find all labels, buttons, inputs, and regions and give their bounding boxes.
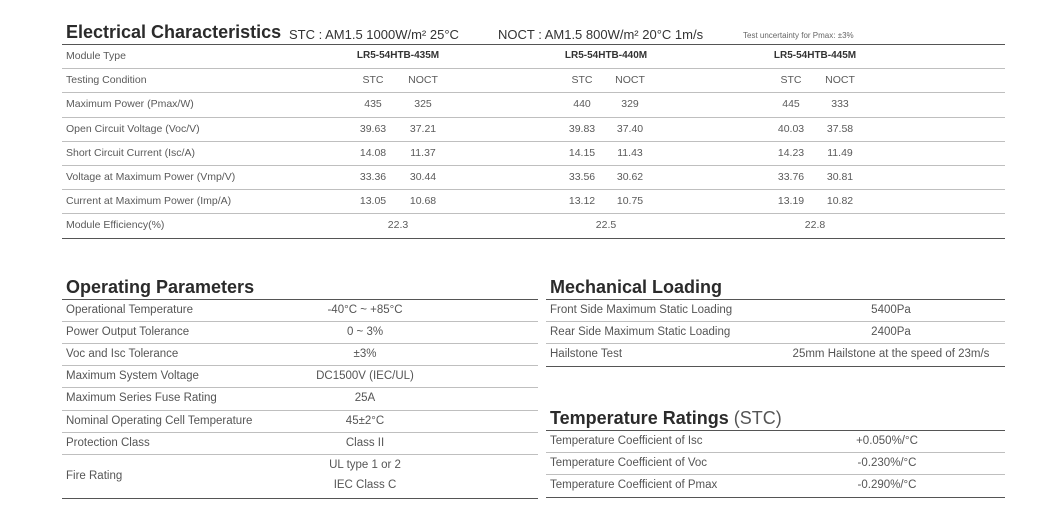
row-divider [62, 365, 538, 366]
table-cell: 10.75 [616, 195, 644, 208]
row-label: Rear Side Maximum Static Loading [550, 326, 731, 339]
row-divider [62, 343, 538, 344]
row-label: Protection Class [66, 436, 150, 449]
table-cell: 10.82 [826, 195, 854, 208]
row-divider [546, 497, 1005, 498]
row-label: Nominal Operating Cell Temperature [66, 414, 253, 427]
row-value: 2400Pa [871, 326, 911, 339]
table-cell: 14.23 [777, 146, 805, 159]
table-cell: NOCT [825, 74, 855, 87]
row-divider [546, 343, 1005, 344]
electrical-characteristics-title: Electrical Characteristics [66, 22, 282, 42]
table-cell: 435 [364, 98, 382, 111]
test-uncertainty-note: Test uncertainty for Pmax: ±3% [743, 31, 854, 40]
row-label: Fire Rating [66, 469, 123, 482]
row-label: Voc and Isc Tolerance [66, 348, 179, 361]
table-cell: 13.12 [568, 195, 596, 208]
row-divider [62, 410, 538, 411]
table-cell: 40.03 [777, 122, 805, 135]
row-divider [62, 117, 1005, 118]
row-divider [62, 321, 538, 322]
row-label: Temperature Coefficient of Voc [550, 457, 708, 470]
row-divider [62, 238, 1005, 239]
operating-parameters-title: Operating Parameters [66, 277, 255, 297]
table-cell: 39.83 [568, 122, 596, 135]
row-divider [62, 454, 538, 455]
table-top-rule [546, 299, 1005, 300]
row-value-secondary: IEC Class C [333, 478, 397, 491]
table-cell: 30.62 [616, 171, 644, 183]
row-value: 25A [354, 392, 376, 405]
row-divider [62, 213, 1005, 214]
noct-condition: NOCT : AM1.5 800W/m² 20°C 1m/s [498, 27, 704, 42]
module-model: LR5-54HTB-445M [773, 50, 857, 61]
efficiency-value: 22.3 [387, 219, 409, 232]
row-label: Maximum Series Fuse Rating [66, 392, 217, 405]
table-cell: 39.63 [359, 122, 387, 135]
efficiency-value: 22.5 [595, 219, 617, 232]
row-label: Maximum System Voltage [66, 370, 199, 383]
table-cell: 30.44 [409, 171, 437, 183]
temperature-ratings-title-main: Temperature Ratings [550, 408, 729, 428]
table-cell: 11.49 [827, 146, 853, 159]
row-label: Temperature Coefficient of Pmax [550, 479, 718, 492]
row-value: 0 ~ 3% [346, 326, 384, 339]
table-cell: 30.81 [826, 171, 854, 183]
row-value: +0.050%/°C [856, 435, 918, 447]
row-divider [62, 92, 1005, 93]
row-divider [546, 474, 1005, 475]
table-cell: 37.21 [409, 122, 437, 135]
table-cell: 33.36 [359, 171, 387, 183]
table-cell: 33.76 [777, 171, 805, 183]
row-divider [62, 432, 538, 433]
row-label: Maximum Power (Pmax/W) [66, 98, 194, 111]
table-top-rule [62, 44, 1005, 45]
row-value: -0.230%/°C [857, 457, 917, 470]
temperature-ratings-title-suffix: (STC) [733, 408, 782, 428]
table-cell: 37.58 [826, 122, 854, 135]
table-cell: STC [362, 74, 384, 87]
row-divider [546, 452, 1005, 453]
row-label: Voltage at Maximum Power (Vmp/V) [66, 171, 236, 183]
mechanical-loading-title: Mechanical Loading [550, 277, 723, 297]
row-label: Current at Maximum Power (Imp/A) [66, 195, 232, 208]
row-divider [62, 165, 1005, 166]
table-cell: NOCT [615, 74, 645, 87]
table-cell: STC [571, 74, 593, 87]
table-cell: 329 [621, 98, 639, 111]
row-label: Open Circuit Voltage (Voc/V) [66, 122, 200, 135]
table-cell: 11.43 [617, 146, 643, 159]
row-label: Front Side Maximum Static Loading [550, 304, 733, 316]
row-label: Module Type [66, 50, 126, 62]
row-value: DC1500V (IEC/UL) [316, 370, 414, 383]
row-divider [546, 321, 1005, 322]
table-cell: 445 [782, 98, 800, 111]
table-cell: 325 [414, 98, 432, 111]
row-label: Short Circuit Current (Isc/A) [66, 146, 195, 159]
row-label: Temperature Coefficient of Isc [550, 435, 703, 447]
table-cell: 11.37 [410, 146, 436, 159]
row-label: Hailstone Test [550, 348, 623, 361]
row-divider [62, 498, 538, 499]
module-model: LR5-54HTB-435M [356, 50, 440, 61]
table-top-rule [62, 299, 538, 300]
table-cell: 37.40 [616, 122, 644, 135]
row-value: Class II [345, 436, 385, 449]
row-divider [62, 141, 1005, 142]
row-value: -40°C ~ +85°C [327, 304, 403, 316]
table-cell: 13.19 [777, 195, 805, 208]
row-divider [62, 68, 1005, 69]
stc-condition: STC : AM1.5 1000W/m² 25°C [289, 27, 459, 42]
row-value: ±3% [353, 348, 377, 361]
efficiency-value: 22.8 [804, 219, 826, 232]
table-cell: STC [780, 74, 802, 87]
row-label: Power Output Tolerance [66, 326, 190, 339]
row-divider [62, 189, 1005, 190]
row-divider [62, 387, 538, 388]
row-label: Module Efficiency(%) [66, 219, 165, 232]
table-cell: 14.15 [568, 146, 596, 159]
row-label: Testing Condition [66, 74, 147, 87]
row-value: UL type 1 or 2 [329, 458, 401, 471]
table-cell: 33.56 [568, 171, 596, 183]
table-cell: 333 [831, 98, 849, 111]
table-cell: 14.08 [359, 146, 387, 159]
row-value: 5400Pa [871, 304, 911, 316]
table-cell: 13.05 [359, 195, 387, 208]
table-top-rule [546, 430, 1005, 431]
row-value: 45±2°C [345, 414, 385, 427]
row-label: Operational Temperature [66, 304, 193, 316]
temperature-ratings-title [550, 408, 782, 429]
row-divider [546, 366, 1005, 367]
table-cell: 10.68 [409, 195, 437, 208]
table-cell: NOCT [408, 74, 438, 87]
module-model: LR5-54HTB-440M [564, 50, 648, 61]
row-value: 25mm Hailstone at the speed of 23m/s [792, 348, 990, 361]
row-value: -0.290%/°C [857, 479, 917, 492]
table-cell: 440 [573, 98, 591, 111]
